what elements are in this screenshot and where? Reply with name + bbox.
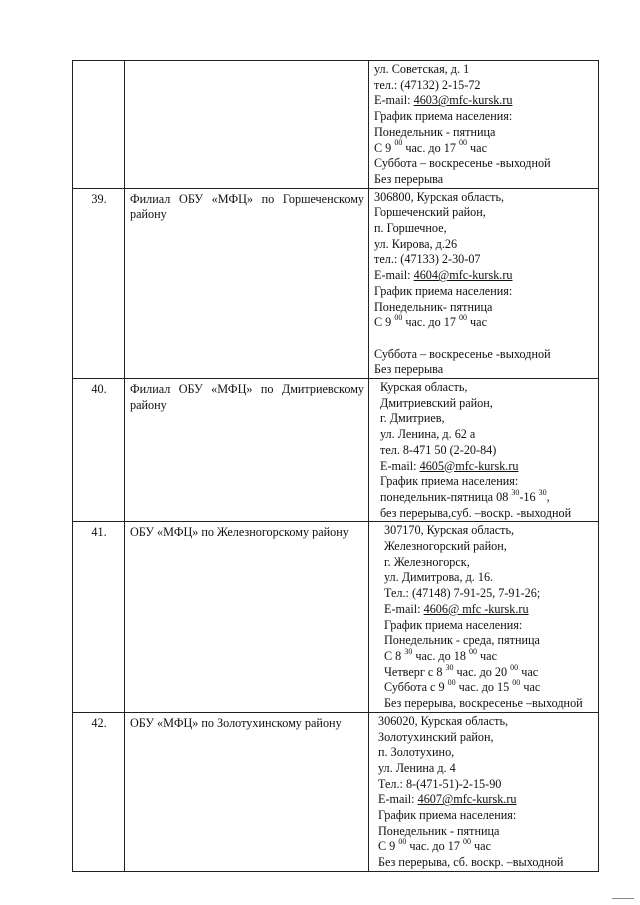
schedule-text: Суббота – воскресенье -выходной xyxy=(374,346,551,361)
email-link[interactable]: 4604@mfc-kursk.ru xyxy=(413,268,513,283)
branch-name: Филиал ОБУ «МФЦ» по Дмитриевскому району xyxy=(125,379,369,522)
address-line: Тел.: (47148) 7-91-25, 7-91-26; xyxy=(384,586,541,601)
time-minutes-superscript: 00 xyxy=(394,138,403,148)
email-line xyxy=(374,792,594,808)
address-line: 306800, Курская область, xyxy=(374,189,505,204)
schedule-line xyxy=(374,487,594,506)
branch-contacts xyxy=(369,712,599,871)
schedule-line xyxy=(374,347,594,363)
schedule-text: Понедельник - среда, пятница xyxy=(384,633,540,648)
time-minutes-superscript: 00 xyxy=(447,678,456,688)
address-line: ул. Ленина, д. 62 а xyxy=(380,427,476,442)
page-footer-mark xyxy=(612,898,634,899)
email-label: E-mail: xyxy=(384,601,424,616)
time-minutes-superscript: 00 xyxy=(469,646,477,656)
time-minutes-superscript: 00 xyxy=(512,678,521,688)
row-number: 42. xyxy=(73,712,125,871)
address-line: Горшеченский район, xyxy=(374,205,486,220)
schedule-title: График приема населения: xyxy=(378,808,517,823)
email-label: E-mail: xyxy=(374,268,414,283)
branch-name: Филиал ОБУ «МФЦ» по Горшеченскому району xyxy=(125,188,369,378)
schedule-line xyxy=(374,300,594,316)
branch-name xyxy=(125,61,369,189)
time-minutes-superscript: 00 xyxy=(398,837,407,847)
row-number xyxy=(73,61,125,189)
schedule-text: Без перерыва, сб. воскр. –выходной xyxy=(378,855,564,870)
schedule-text: С 9 xyxy=(374,315,395,330)
table-row xyxy=(73,522,599,712)
time-minutes-superscript: 30 xyxy=(538,487,547,497)
address-line: Золотухинский район, xyxy=(378,729,494,744)
schedule-title: График приема населения: xyxy=(374,109,513,124)
email-link[interactable]: 4605@mfc-kursk.ru xyxy=(419,458,519,473)
branch-contacts xyxy=(369,188,599,378)
email-label: E-mail: xyxy=(374,93,414,108)
schedule-text: час xyxy=(518,664,539,679)
schedule-text: Суббота – воскресенье -выходной xyxy=(374,156,551,171)
time-minutes-superscript: 00 xyxy=(510,662,519,672)
schedule-text: Без перерыва, воскресенье –выходной xyxy=(384,696,583,711)
schedule-line xyxy=(374,172,594,188)
schedule-text: Без перерыва xyxy=(374,362,444,377)
schedule-text: Понедельник - пятница xyxy=(378,823,500,838)
time-minutes-superscript: 00 xyxy=(394,313,403,323)
time-minutes-superscript: 00 xyxy=(459,313,467,323)
schedule-title: График приема населения: xyxy=(374,283,513,298)
schedule-line xyxy=(374,646,594,665)
schedule-text: час. до 15 xyxy=(455,680,513,695)
row-number: 40. xyxy=(73,379,125,522)
schedule-text: без перерыва,суб. –воскр. -выходной xyxy=(380,505,572,520)
schedule-text: час. до 18 xyxy=(412,649,469,663)
email-link[interactable]: 4606@ mfc -kursk.ru xyxy=(423,601,529,616)
time-minutes-superscript: 30 xyxy=(404,646,413,656)
schedule-text: час xyxy=(467,140,487,155)
branch-contacts xyxy=(369,379,599,522)
schedule-line xyxy=(374,680,594,696)
email-line xyxy=(374,602,594,618)
address-line: ул. Кирова, д.26 xyxy=(374,236,458,251)
schedule-line xyxy=(374,855,594,871)
schedule-title: График приема населения: xyxy=(384,617,523,632)
schedule-text: час. до 17 xyxy=(406,839,463,854)
email-link[interactable]: 4603@mfc-kursk.ru xyxy=(413,93,513,108)
address-line: 307170, Курская область, xyxy=(384,523,515,538)
time-minutes-superscript: 30 xyxy=(445,662,454,672)
schedule-text: С 9 xyxy=(374,140,395,155)
schedule-line xyxy=(374,331,594,347)
schedule-text: час. до 20 xyxy=(453,664,511,679)
address-line: Тел.: 8-(471-51)-2-15-90 xyxy=(378,776,502,791)
schedule-text: час xyxy=(471,839,491,854)
time-minutes-superscript: 00 xyxy=(463,837,471,847)
schedule-text: Суббота с 9 xyxy=(384,680,448,695)
address-line: г. Дмитриев, xyxy=(380,411,445,426)
schedule-text: час xyxy=(467,315,487,330)
schedule-text: Без перерыва xyxy=(374,171,444,186)
schedule-title: График приема населения: xyxy=(380,474,519,489)
branch-name: ОБУ «МФЦ» по Золотухинскому району xyxy=(125,712,369,871)
address-line: ул. Советская, д. 1 xyxy=(374,62,470,76)
schedule-text: час. до 17 xyxy=(402,315,459,330)
address-line: тел. 8-471 50 (2-20-84) xyxy=(380,442,497,457)
address-line: Курская область, xyxy=(380,380,468,395)
email-label: E-mail: xyxy=(378,792,418,807)
branch-contacts xyxy=(369,61,599,189)
email-line xyxy=(374,268,594,284)
schedule-text: -16 xyxy=(519,489,539,504)
address-line: ул. Ленина д. 4 xyxy=(378,760,456,775)
address-line: Дмитриевский район, xyxy=(380,395,493,410)
address-line: тел.: (47133) 2-30-07 xyxy=(374,252,481,267)
schedule-text: С 8 xyxy=(384,649,405,663)
address-line: г. Железногорск, xyxy=(384,554,470,569)
schedule-text: час xyxy=(520,680,541,695)
schedule-text: Понедельник - пятница xyxy=(374,124,496,139)
branch-name: ОБУ «МФЦ» по Железногорскому району xyxy=(125,522,369,712)
schedule-text: час xyxy=(477,649,497,663)
schedule-line xyxy=(374,662,594,681)
address-line: п. Золотухино, xyxy=(378,745,455,760)
schedule-line xyxy=(374,315,594,331)
schedule-line xyxy=(374,839,594,855)
schedule-text: час. до 17 xyxy=(402,140,459,155)
schedule-line xyxy=(374,125,594,141)
schedule-line xyxy=(374,362,594,378)
schedule-text: Понедельник- пятница xyxy=(374,299,493,314)
email-line xyxy=(374,93,594,109)
schedule-line xyxy=(374,156,594,172)
schedule-text: Четверг с 8 xyxy=(384,664,446,679)
email-line xyxy=(374,459,594,475)
schedule-line xyxy=(374,824,594,840)
table-body xyxy=(73,61,599,872)
schedule-text: С 9 xyxy=(378,839,399,854)
table-row xyxy=(73,379,599,522)
schedule-text: , xyxy=(546,489,550,504)
table-row xyxy=(73,188,599,378)
row-number: 41. xyxy=(73,522,125,712)
table-row xyxy=(73,712,599,871)
schedule-line xyxy=(374,696,594,712)
table-row xyxy=(73,61,599,189)
schedule-text: понедельник-пятница 08 xyxy=(380,489,512,504)
address-line: п. Горшечное, xyxy=(374,221,447,236)
email-link[interactable]: 4607@mfc-kursk.ru xyxy=(417,792,517,807)
email-label: E-mail: xyxy=(380,458,420,473)
address-line: 306020, Курская область, xyxy=(378,713,509,728)
mfc-branches-table xyxy=(72,60,599,872)
branch-contacts xyxy=(369,522,599,712)
row-number: 39. xyxy=(73,188,125,378)
time-minutes-superscript: 00 xyxy=(459,138,467,148)
schedule-line xyxy=(374,506,594,522)
address-line: Железногорский район, xyxy=(384,539,507,554)
address-line: тел.: (47132) 2-15-72 xyxy=(374,77,481,92)
address-line: ул. Димитрова, д. 16. xyxy=(384,570,494,585)
schedule-line xyxy=(374,138,594,157)
time-minutes-superscript: 30 xyxy=(511,487,520,497)
